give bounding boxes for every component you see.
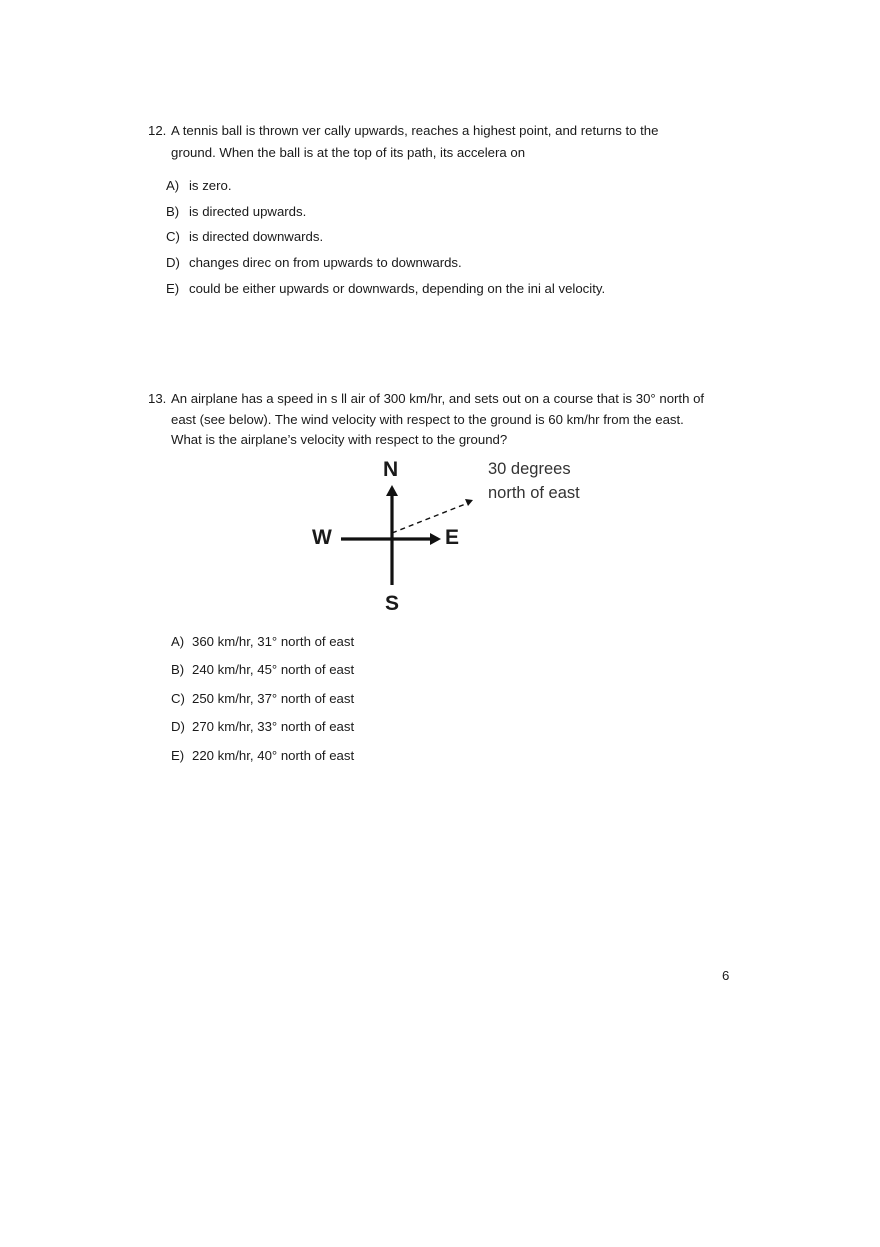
question-stem-line: A tennis ball is thrown ver cally upwards, reaches a highest point, and returns to the (171, 123, 659, 138)
choice-text: is directed downwards. (189, 229, 324, 244)
question-number: 13. (148, 391, 167, 406)
choice-letter: A) (171, 634, 185, 649)
choice-letter: E) (171, 748, 185, 763)
choice-text: is directed upwards. (189, 204, 307, 219)
choice-text: 250 km/hr, 37° north of east (192, 691, 355, 706)
question-stem-line: ground. When the ball is at the top of its path, its accelera on (171, 145, 526, 160)
compass-diagram (300, 455, 620, 620)
choice-letter: C) (171, 691, 185, 706)
choice-letter: E) (166, 281, 180, 296)
choice-text: could be either upwards or downwards, depending on the ini al velocity. (189, 281, 606, 296)
figure-caption-line: north of east (488, 484, 580, 502)
page-number: 6 (722, 968, 730, 983)
choice-letter: C) (166, 229, 180, 244)
heading-arrowhead (465, 499, 473, 506)
compass-west-label: W (312, 526, 332, 549)
choice-letter: A) (166, 178, 180, 193)
east-arrowhead (430, 533, 441, 545)
north-arrowhead (386, 485, 398, 496)
choice-letter: B) (166, 204, 180, 219)
choice-text: is zero. (189, 178, 232, 193)
choice-letter: D) (171, 719, 185, 734)
question-stem-line: east (see below). The wind velocity with respect to the ground is 60 km/hr from the east. (171, 412, 684, 427)
compass-north-label: N (383, 458, 399, 481)
choice-text: 220 km/hr, 40° north of east (192, 748, 355, 763)
choice-text: 270 km/hr, 33° north of east (192, 719, 355, 734)
compass-east-label: E (445, 526, 460, 549)
question-stem-line: An airplane has a speed in s ll air of 300 km/hr, and sets out on a course that is 30° north of (171, 391, 705, 406)
choice-letter: B) (171, 662, 185, 677)
figure-caption-line: 30 degrees (488, 460, 571, 478)
compass-south-label: S (385, 592, 400, 615)
choice-text: 240 km/hr, 45° north of east (192, 662, 355, 677)
choice-text: changes direc on from upwards to downwards. (189, 255, 462, 270)
choice-letter: D) (166, 255, 180, 270)
question-number: 12. (148, 123, 167, 138)
question-stem-line: What is the airplane’s velocity with respect to the ground? (171, 432, 508, 447)
choice-text: 360 km/hr, 31° north of east (192, 634, 355, 649)
